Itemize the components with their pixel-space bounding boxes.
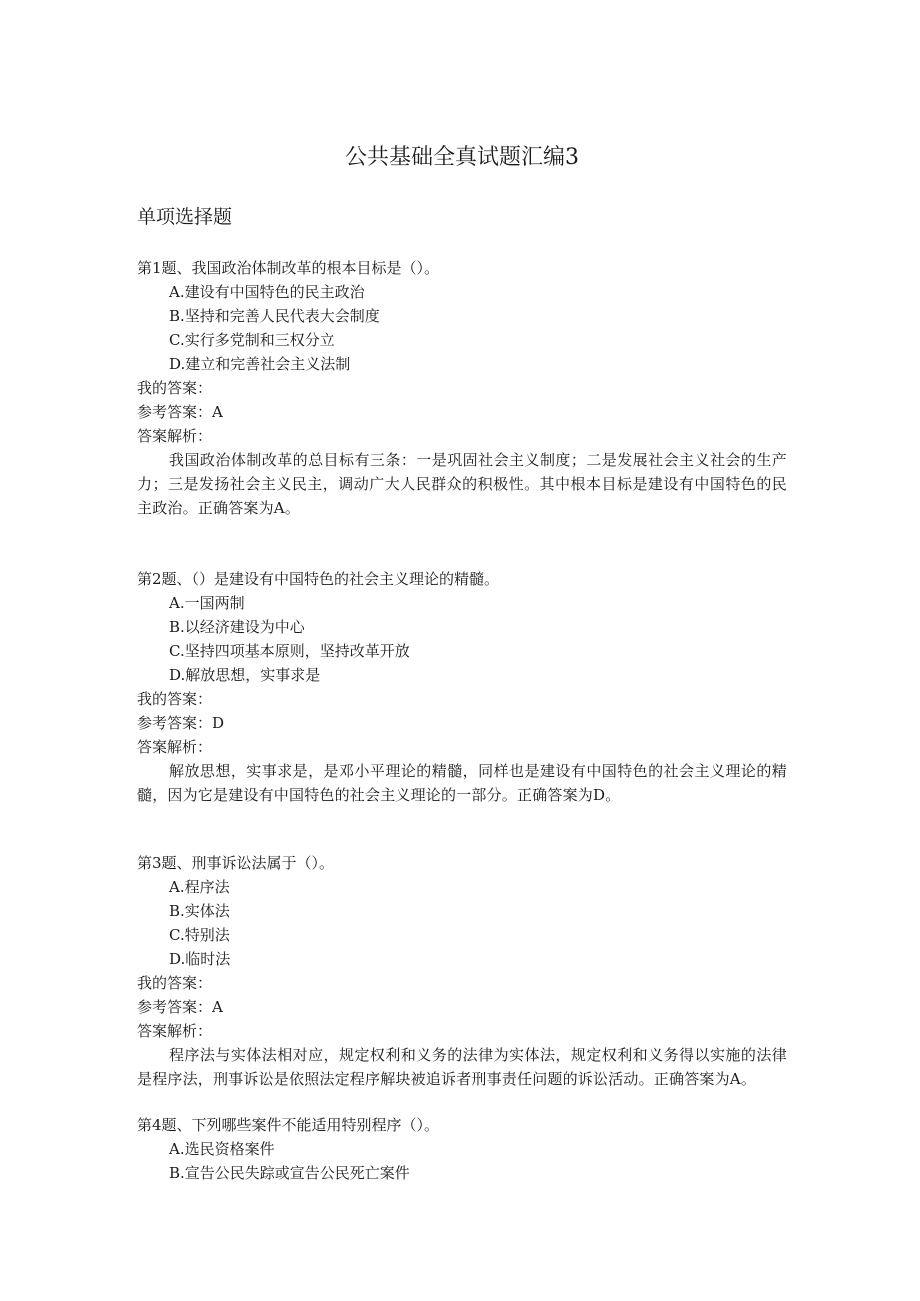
option-d: D.临时法	[169, 950, 231, 968]
my-answer-label: 我的答案：	[137, 974, 213, 992]
document-title: 公共基础全真试题汇编3	[345, 145, 579, 170]
option-b: B.实体法	[169, 902, 230, 920]
question-stem: 第1题、我国政治体制改革的根本目标是（）。	[137, 259, 440, 277]
my-answer-label: 我的答案：	[137, 690, 213, 708]
analysis-label: 答案解析：	[137, 1022, 213, 1040]
option-b: B.以经济建设为中心	[169, 618, 305, 636]
option-a: A.建设有中国特色的民主政治	[169, 283, 365, 301]
option-b: B.坚持和完善人民代表大会制度	[169, 307, 380, 325]
option-c: C.实行多党制和三权分立	[169, 331, 335, 349]
reference-answer-value: A	[212, 403, 223, 421]
option-c: C.特别法	[169, 926, 230, 944]
question-stem: 第4题、下列哪些案件不能适用特别程序（）。	[137, 1116, 440, 1134]
my-answer-label: 我的答案：	[137, 379, 213, 397]
analysis-label: 答案解析：	[137, 427, 213, 445]
question-4	[137, 1113, 787, 1185]
option-a: A.一国两制	[169, 594, 245, 612]
analysis-label: 答案解析：	[137, 738, 213, 756]
question-3	[137, 851, 787, 1091]
reference-answer-value: A	[212, 998, 223, 1016]
option-d: D.解放思想，实事求是	[169, 666, 321, 684]
reference-answer	[137, 711, 787, 735]
reference-answer-value: D	[212, 714, 225, 732]
option-a: A.选民资格案件	[169, 1140, 275, 1158]
question-stem: 第2题、（）是建设有中国特色的社会主义理论的精髓。	[137, 570, 500, 588]
question-2	[137, 567, 787, 807]
analysis-text: 我国政治体制改革的总目标有三条：一是巩固社会主义制度；二是发展社会主义社会的生产力；三是发扬社会主义民主，调动广大人民群众的积极性。其中根本目标是建设有中国特色的民主政治。正确答案为A。	[137, 451, 787, 517]
question-1	[137, 256, 787, 520]
question-stem: 第3题、刑事诉讼法属于（）。	[137, 854, 335, 872]
reference-answer	[137, 995, 787, 1019]
reference-answer-label: 参考答案：	[137, 998, 213, 1016]
reference-answer-label: 参考答案：	[137, 714, 213, 732]
option-d: D.建立和完善社会主义法制	[169, 355, 351, 373]
option-c: C.坚持四项基本原则，坚持改革开放	[169, 642, 410, 660]
section-title: 单项选择题	[137, 206, 233, 228]
analysis-text: 程序法与实体法相对应，规定权利和义务的法律为实体法，规定权利和义务得以实施的法律是程序法，刑事诉讼是依照法定程序解块被追诉者刑事责任问题的诉讼活动。正确答案为A。	[137, 1046, 787, 1088]
option-b: B.宣告公民失踪或宣告公民死亡案件	[169, 1164, 410, 1182]
option-a: A.程序法	[169, 878, 230, 896]
analysis-text: 解放思想，实事求是，是邓小平理论的精髓，同样也是建设有中国特色的社会主义理论的精髓，因为它是建设有中国特色的社会主义理论的一部分。正确答案为D。	[137, 762, 787, 804]
reference-answer-label: 参考答案：	[137, 403, 213, 421]
reference-answer	[137, 400, 787, 424]
